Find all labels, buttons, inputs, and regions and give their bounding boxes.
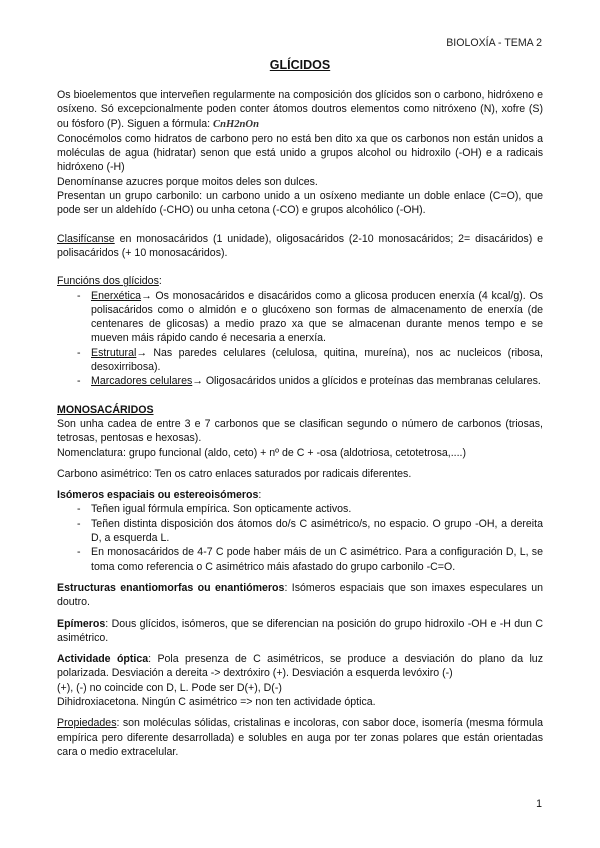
classification-paragraph: Clasifícanse en monosacáridos (1 unidade), oligosacáridos (2-10 monosacáridos; 2= disacáridos) e polisacáridos (+ 10 monosacáridos).	[57, 232, 543, 259]
list-item: - En monosacáridos de 4-7 C pode haber máis de un C asimétrico. Para a configuración D, L, se toma como referencia o C asimétrico máis afastado do grupo carbonilo -C=O.	[77, 545, 543, 574]
list-item: - Teñen distinta disposición dos átomos do/s C asimétrico/s, no espacio. O grupo -OH, a dereita D, a esquerda L.	[77, 517, 543, 546]
properties-paragraph: Propiedades: son moléculas sólidas, cristalinas e incoloras, con sabor doce, isomería (mesma fórmula empírica pero diferente desarrollada) e solubles en auga por ter zonas polares que están orientadas cara o medio extracelular.	[57, 717, 543, 758]
mono-paragraph-1: Son unha cadea de entre 3 e 7 carbonos que se clasifican segundo o número de carbonos (triosas, tetrosas, pentosas e hexosas).	[57, 417, 543, 445]
epimers-paragraph: Epímeros: Dous glícidos, isómeros, que se diferencian na posición do grupo hidroxilo -OH e -H dun C asimétrico.	[57, 617, 543, 644]
intro-paragraph-3: Denomínanse azucres porque moitos deles son dulces.	[57, 175, 318, 188]
list-item: - Estrutural→ Nas paredes celulares (celulosa, quitina, mureína), nos ac nucleicos (ribosa, desoxirribosa).	[77, 346, 543, 375]
page-header: BIOLOXÍA - TEMA 2	[446, 37, 542, 49]
functions-list	[57, 289, 543, 389]
formula: CnH2nOn	[213, 118, 259, 130]
isomers-heading: Isómeros espaciais ou estereoisómeros:	[57, 489, 262, 502]
optical-activity-line-3: Dihidroxiacetona. Ningún C asimétrico => non ten actividade óptica.	[57, 695, 376, 708]
page-title: GLÍCIDOS	[269, 58, 331, 72]
list-item: - Teñen igual fórmula empírica. Son opticamente activos.	[77, 502, 543, 516]
optical-activity-line-2: (+), (-) no coincide con D, L. Pode ser D(+), D(-)	[57, 681, 282, 694]
mono-paragraph-2: Nomenclatura: grupo funcional (aldo, ceto) + nº de C + -osa (aldotriosa, cetotetrosa,....)	[57, 446, 466, 459]
intro-paragraph-2: Conocémolos como hidratos de carbono pero no está ben dito xa que os carbonos non están unidos a moléculas de agua (hidratar) senon que está unido a grupos alcohol ou hidroxilo (-OH) e a radicais hidróxeno (-H)	[57, 132, 543, 174]
enantiomers-paragraph: Estructuras enantiomorfas ou enantiómeros: Isómeros espaciais que son imaxes especulares un doutro.	[57, 581, 544, 609]
intro-paragraph-4: Presentan un grupo carbonilo: un carbono unido a un osíxeno mediante un doble enlace (C=O), que pode ser un aldehído (-CHO) ou unha cetona (-CO) e grupos alcohólico (-OH).	[57, 190, 543, 217]
classification-term: Clasifícanse	[57, 232, 115, 245]
document-body	[57, 88, 543, 759]
page-number: 1	[536, 798, 542, 810]
optical-activity-paragraph: Actividade óptica: Pola presenza de C asimétricos, se produce a desviación do plano da luz polarizada. Desviación a dereita -> dextróxiro (+). Desviación a esquerda levóxiro (-)	[57, 653, 543, 680]
isomers-list	[57, 502, 543, 573]
list-item: - Enerxética→ Os monosacáridos e disacáridos como a glicosa producen enerxía (4 kcal/g). Os polisacáridos como o almidón e o glucóxeno son formas de almacenamento de enerxía (de centenares de glicosas) a medio prazo xa que se almacenan durante menos tempo e se mueven máis rápido cando é necesaria a enerxía.	[77, 289, 543, 346]
functions-heading: Funcións dos glícidos:	[57, 275, 162, 288]
monosaccharides-heading: MONOSACÁRIDOS	[57, 403, 154, 416]
list-item: - Marcadores celulares→ Oligosacáridos unidos a glícidos e proteínas das membranas celulares.	[77, 374, 543, 388]
asymmetric-carbon-paragraph: Carbono asimétrico: Ten os catro enlaces saturados por radicais diferentes.	[57, 467, 412, 480]
intro-paragraph-1: Os bioelementos que interveñen regularmente na composición dos glícidos son o carbono, hidróxeno e osíxeno. Só excepcionalmente poden conter átomos doutros elementos como nitróxeno (N), xofre (S) ou fósforo (P). Siguen a fórmula: CnH2nOn	[57, 89, 543, 130]
